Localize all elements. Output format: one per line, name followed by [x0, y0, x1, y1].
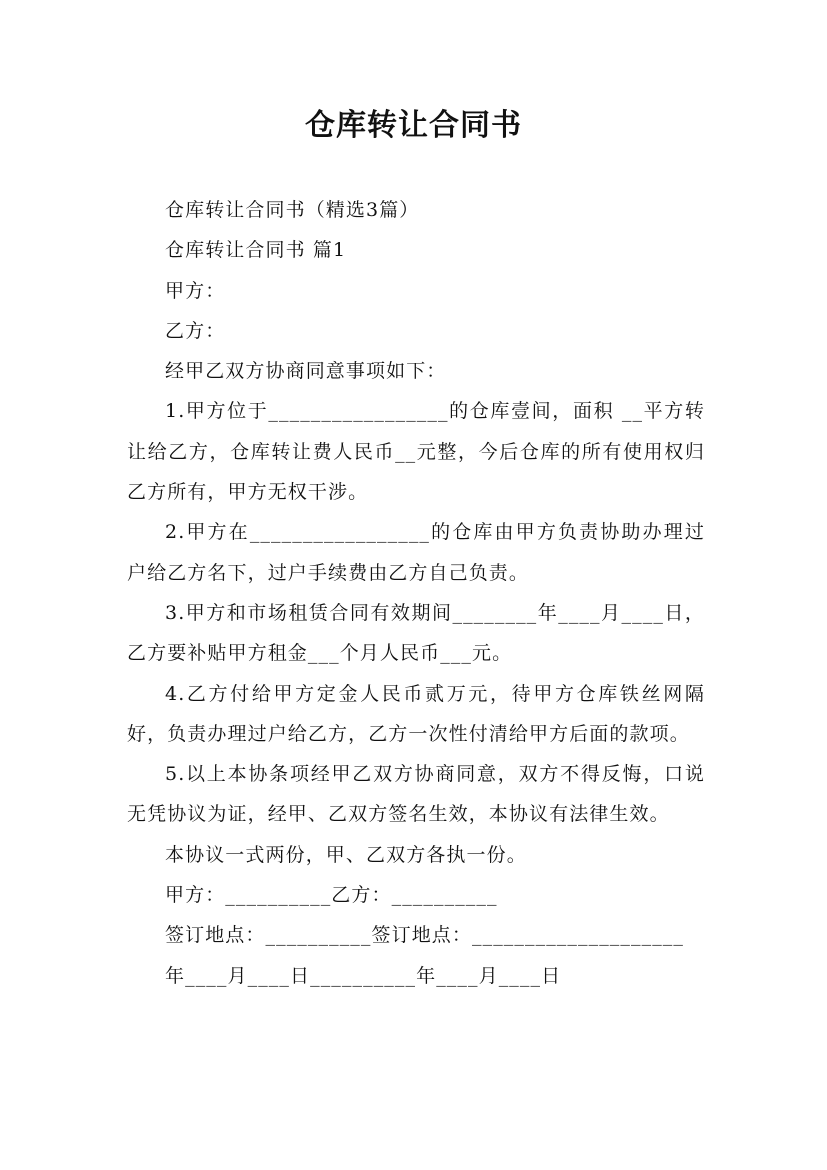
paragraph-party-a: 甲方： — [165, 279, 226, 302]
paragraph-subtitle: 仓库转让合同书（精选3篇） — [165, 199, 420, 221]
clause-4: 4.乙方付给甲方定金人民币贰万元，待甲方仓库铁丝网隔好，负责办理过户给乙方，乙方一次性付清给甲方后面的款项。 — [127, 682, 705, 745]
paragraph-copies: 本协议一式两份，甲、乙双方各执一份。 — [165, 843, 527, 866]
document-body — [127, 190, 705, 996]
clause-5: 5.以上本协条项经甲乙双方协商同意，双方不得反悔，口说无凭协议为证，经甲、乙双方签名生效，本协议有法律生效。 — [127, 763, 705, 826]
signature-locations: 签订地点：__________签订地点：____________________ — [165, 924, 685, 947]
signature-parties: 甲方：__________乙方：__________ — [165, 884, 498, 907]
signature-dates: 年____月____日__________年____月____日 — [165, 964, 562, 987]
paragraph-party-b: 乙方： — [165, 319, 226, 342]
paragraph-intro: 经甲乙双方协商同意事项如下： — [165, 360, 447, 383]
clause-1: 1.甲方位于_________________的仓库壹间，面积 __平方转让给乙方，仓库转让费人民币__元整，今后仓库的所有使用权归乙方所有，甲方无权干涉。 — [127, 400, 705, 504]
paragraph-section-heading: 仓库转让合同书 篇1 — [165, 239, 347, 262]
clause-3: 3.甲方和市场租赁合同有效期间________年____月____日，乙方要补贴甲方租金___个月人民币___元。 — [127, 601, 705, 665]
document-title: 仓库转让合同书 — [305, 108, 522, 143]
clause-2: 2.甲方在_________________的仓库由甲方负责协助办理过户给乙方名下，过户手续费由乙方自己负责。 — [127, 521, 705, 584]
